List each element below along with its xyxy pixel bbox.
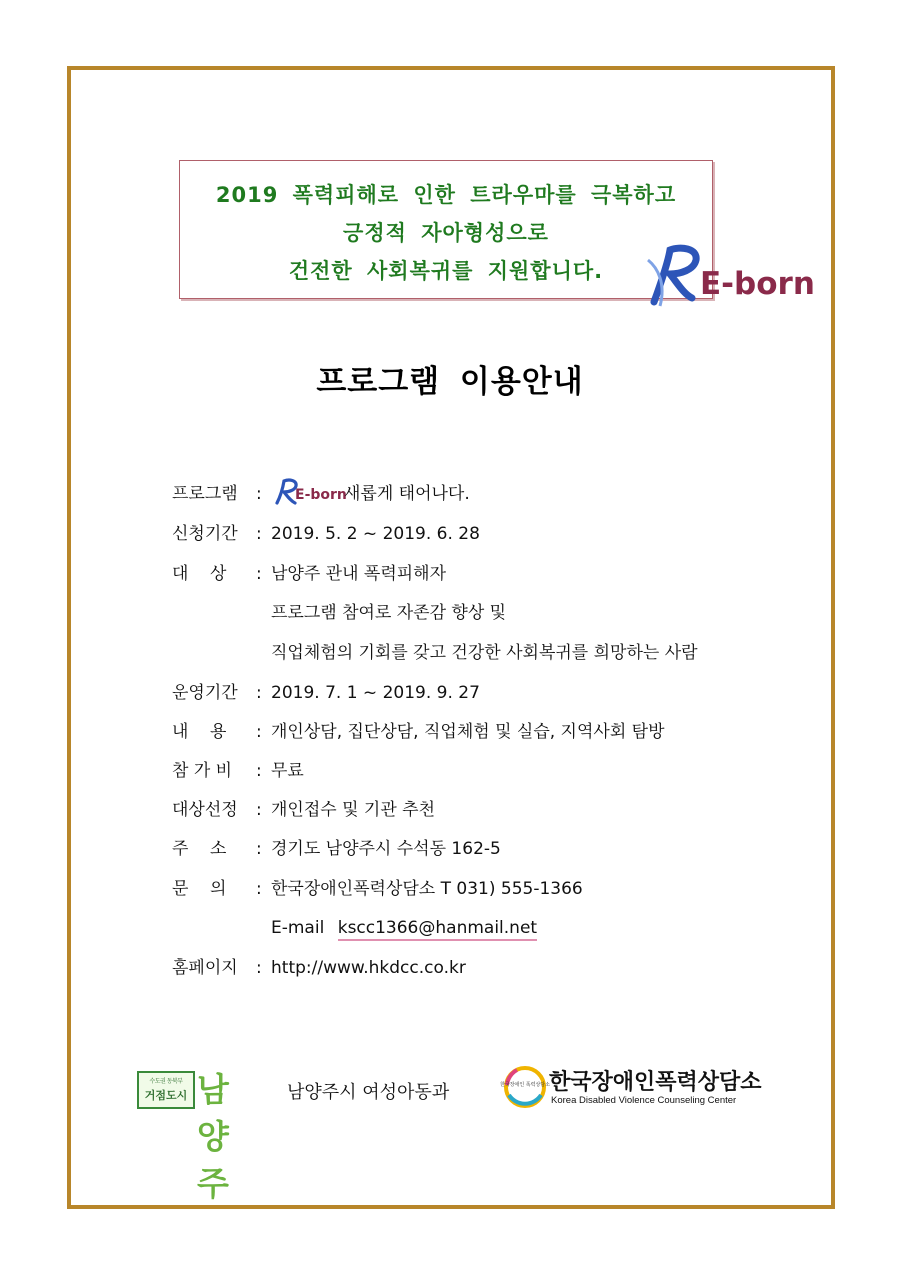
homepage-link[interactable]: http://www.hkdcc.co.kr [271, 958, 466, 978]
selection-value: 개인접수 및 기관 추천 [271, 800, 436, 820]
operation-period-value: 2019. 7. 1 ~ 2019. 9. 27 [271, 683, 480, 703]
reborn-logo-mark [640, 240, 815, 312]
address-colon: : [256, 839, 262, 859]
slogan-line-3: 건전한 사회복귀를 지원합니다. [288, 259, 604, 283]
slogan-line-1: 2019 폭력피해로 인한 트라우마를 극복하고 [215, 183, 677, 207]
target-continuation-1: 프로그램 참여로 자존감 향상 및 [271, 603, 507, 623]
content-value: 개인상담, 집단상담, 직업체험 및 실습, 지역사회 탐방 [271, 722, 665, 742]
address-label: 주 소 [172, 839, 227, 859]
content-colon: : [256, 722, 262, 742]
city-badge-top: 수도권 동북부 [149, 1078, 183, 1085]
inquiry-colon: : [256, 879, 262, 899]
apply-period-value: 2019. 5. 2 ~ 2019. 6. 28 [271, 524, 480, 544]
center-name-en: Korea Disabled Violence Counseling Center [551, 1095, 737, 1106]
slogan-line-2: 긍정적 자아형성으로 [343, 221, 549, 245]
target-value: 남양주 관내 폭력피해자 [271, 564, 447, 584]
fee-label: 참 가 비 [172, 761, 233, 781]
reborn-logo-text: E-born [700, 266, 815, 302]
operation-period-label: 운영기간 [172, 683, 238, 703]
email-label: E-mail [271, 918, 325, 938]
city-logo: 남양주 [197, 1070, 228, 1203]
program-label: 프로그램 [172, 484, 238, 504]
fee-colon: : [256, 761, 262, 781]
apply-period-label: 신청기간 [172, 524, 238, 544]
slogan-box [179, 160, 713, 299]
center-emblem-text: 한국장애인 폭력상담소 [500, 1082, 550, 1088]
reborn-logo [640, 240, 815, 312]
homepage-label: 홈페이지 [172, 958, 238, 978]
center-emblem-icon [500, 1063, 550, 1115]
city-badge [137, 1071, 195, 1109]
center-name: 한국장애인폭력상담소 [549, 1070, 762, 1095]
apply-period-colon: : [256, 524, 262, 544]
program-logo [271, 477, 347, 515]
content-label: 내 용 [172, 722, 227, 742]
department-name: 남양주시 여성아동과 [287, 1082, 450, 1103]
inquiry-value: 한국장애인폭력상담소 T 031) 555-1366 [271, 879, 583, 899]
selection-colon: : [256, 800, 262, 820]
target-colon: : [256, 564, 262, 584]
selection-label: 대상선정 [172, 800, 238, 820]
address-value: 경기도 남양주시 수석동 162-5 [271, 839, 501, 859]
homepage-colon: : [256, 958, 262, 978]
email-link[interactable]: kscc1366@hanmail.net [338, 918, 537, 941]
inquiry-label: 문 의 [172, 879, 227, 899]
program-colon: : [256, 484, 262, 504]
reborn-small-logo [271, 477, 347, 507]
page-title: 프로그램 이용안내 [316, 364, 584, 400]
operation-period-colon: : [256, 683, 262, 703]
program-value: 새롭게 태어나다. [344, 484, 470, 504]
program-logo-text: E-born [295, 487, 347, 503]
city-badge-main: 거점도시 [144, 1089, 188, 1102]
email-row [271, 915, 537, 941]
fee-value: 무료 [271, 761, 304, 781]
target-continuation-2: 직업체험의 기회를 갖고 건강한 사회복귀를 희망하는 사람 [271, 643, 698, 663]
target-label: 대 상 [172, 564, 227, 584]
